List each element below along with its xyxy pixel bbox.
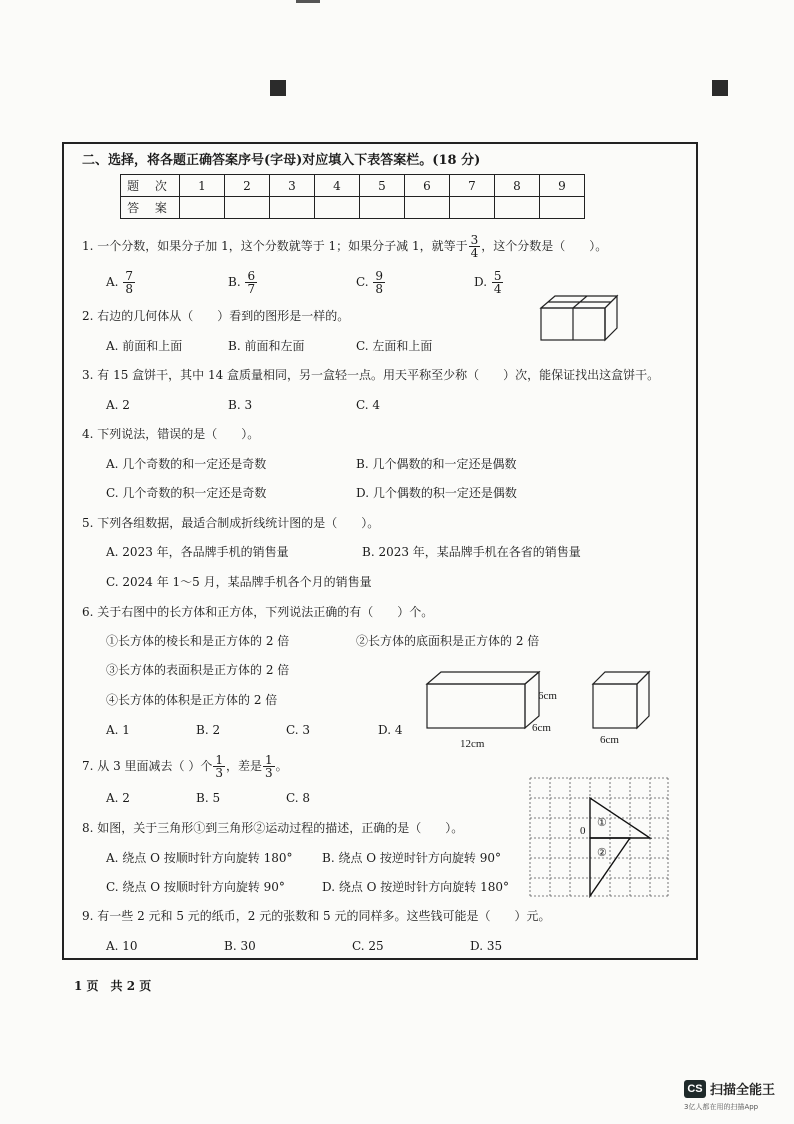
q6-option-b: B. 2 (196, 723, 221, 737)
q4-option-b: B. 几个偶数的和一定还是偶数 (356, 457, 517, 471)
cube-edge-label: 6cm (600, 734, 619, 746)
cuboid-height-label: 6cm (538, 690, 557, 702)
table-cell: 9 (540, 175, 585, 197)
scan-smudge (296, 0, 320, 3)
q8-option-a: A. 绕点 O 按顺时针方向旋转 180° (106, 851, 293, 865)
q8-grid-figure (528, 776, 670, 898)
q3-stem: 3. 有 15 盒饼干，其中 14 盒质量相同，另一盒轻一点。用天平称至少称（ ）次，能保证找出这盒饼干。 (82, 368, 660, 382)
answer-table-row-numbers (121, 175, 585, 197)
q3-option-c: C. 4 (356, 398, 381, 412)
section-title: 二、选择，将各题正确答案序号(字母)对应填入下表答案栏。(18 分) (82, 153, 481, 168)
q2-solid-figure (538, 292, 620, 346)
q9-option-b: B. 30 (224, 939, 256, 953)
q7-stem: 7. 从 3 里面减去（ ）个 $\frac{1}{3}$ ，差是 $\frac{1}{3}$ 。 (82, 753, 288, 780)
table-header: 题 次 (121, 175, 180, 197)
camscanner-logo-icon: CS (684, 1080, 706, 1098)
q1-stem-text: 1. 一个分数，如果分子加 1，这个分数就等于 1；如果分子减 1，就等于 (82, 239, 468, 253)
answer-table (120, 174, 585, 219)
q5-option-c: C. 2024 年 1～5 月，某品牌手机各个月的销售量 (106, 575, 372, 589)
table-cell: 4 (315, 175, 360, 197)
rotation-point-label: 0 (580, 825, 586, 837)
q7-option-a: A. 2 (106, 791, 130, 805)
q6-statement-2: ②长方体的底面积是正方体的 2 倍 (356, 634, 540, 648)
q2-option-a: A. 前面和上面 (106, 339, 183, 353)
q2-option-c: C. 左面和上面 (356, 339, 433, 353)
fraction: $\frac{7}{8}$ (125, 269, 133, 296)
fraction: $\frac{5}{4}$ (493, 269, 502, 296)
q6-cuboid-figure (424, 668, 544, 732)
fraction: $\frac{6}{7}$ (247, 269, 256, 296)
q1-option-d: D. $\frac{5}{4}$ (474, 269, 502, 296)
answer-cell[interactable] (315, 197, 360, 219)
q3-option-b: B. 3 (228, 398, 253, 412)
q9-stem: 9. 有一些 2 元和 5 元的纸币，2 元的张数和 5 元的同样多。这些钱可能是（ ）元。 (82, 909, 551, 923)
watermark-subtitle: 3亿人都在用的扫描App (684, 1103, 759, 1111)
triangle-2-label: ② (597, 847, 607, 859)
q9-option-d: D. 35 (470, 939, 503, 953)
answer-cell[interactable] (360, 197, 405, 219)
q6-stem: 6. 关于右图中的长方体和正方体，下列说法正确的有（ ）个。 (82, 605, 434, 619)
answer-cell[interactable] (495, 197, 540, 219)
table-cell: 2 (225, 175, 270, 197)
table-cell: 6 (405, 175, 450, 197)
q4-option-a: A. 几个奇数的和一定还是奇数 (106, 457, 267, 471)
triangle-1-label: ① (597, 817, 607, 829)
fraction: $\frac{1}{3}$ (265, 753, 273, 780)
q8-stem: 8. 如图，关于三角形①到三角形②运动过程的描述，正确的是（ ）。 (82, 821, 464, 835)
q4-option-d: D. 几个偶数的积一定还是偶数 (356, 486, 517, 500)
q3-option-a: A. 2 (106, 398, 130, 412)
page-footer: 1 页 共 2 页 (74, 979, 152, 993)
q6-statement-1: ①长方体的棱长和是正方体的 2 倍 (106, 634, 290, 648)
table-cell: 8 (495, 175, 540, 197)
q8-option-d: D. 绕点 O 按逆时针方向旋转 180° (322, 880, 510, 894)
q6-statement-3: ③长方体的表面积是正方体的 2 倍 (106, 663, 290, 677)
registration-mark (712, 80, 728, 96)
table-cell: 1 (180, 175, 225, 197)
fraction: $\frac{3}{4}$ (470, 233, 479, 260)
answer-cell[interactable] (270, 197, 315, 219)
q8-option-c: C. 绕点 O 按顺时针方向旋转 90° (106, 880, 285, 894)
q6-cube-figure (590, 668, 652, 732)
q1-stem-text: ，这个分数是（ ）。 (481, 239, 608, 253)
q6-statement-4: ④长方体的体积是正方体的 2 倍 (106, 693, 278, 707)
q5-option-a: A. 2023 年，各品牌手机的销售量 (106, 545, 289, 559)
table-cell: 7 (450, 175, 495, 197)
q7-option-c: C. 8 (286, 791, 311, 805)
q4-stem: 4. 下列说法，错误的是（ ）。 (82, 427, 260, 441)
cuboid-width-label: 6cm (532, 722, 551, 734)
q9-option-c: C. 25 (352, 939, 384, 953)
q4-option-c: C. 几个奇数的积一定还是奇数 (106, 486, 267, 500)
table-header: 答 案 (121, 197, 180, 219)
q7-option-b: B. 5 (196, 791, 221, 805)
q2-stem: 2. 右边的几何体从（ ）看到的图形是一样的。 (82, 309, 350, 323)
q1-option-b: B. $\frac{6}{7}$ (228, 269, 256, 296)
answer-table-row-answers (121, 197, 585, 219)
q9-option-a: A. 10 (106, 939, 138, 953)
cuboid-length-label: 12cm (460, 738, 485, 750)
answer-cell[interactable] (450, 197, 495, 219)
q1-option-c: C. $\frac{9}{8}$ (356, 269, 384, 296)
table-cell: 3 (270, 175, 315, 197)
q6-option-c: C. 3 (286, 723, 311, 737)
q2-option-b: B. 前面和左面 (228, 339, 305, 353)
answer-cell[interactable] (225, 197, 270, 219)
q6-option-d: D. 4 (378, 723, 403, 737)
q6-option-a: A. 1 (106, 723, 130, 737)
watermark-title: 扫描全能王 (710, 1083, 776, 1098)
q5-option-b: B. 2023 年，某品牌手机在各省的销售量 (362, 545, 581, 559)
answer-cell[interactable] (540, 197, 585, 219)
fraction: $\frac{1}{3}$ (215, 753, 223, 780)
answer-cell[interactable] (405, 197, 450, 219)
q1-option-a: A. $\frac{7}{8}$ (106, 269, 133, 296)
q5-stem: 5. 下列各组数据，最适合制成折线统计图的是（ ）。 (82, 516, 380, 530)
q8-option-b: B. 绕点 O 按逆时针方向旋转 90° (322, 851, 501, 865)
fraction: $\frac{9}{8}$ (375, 269, 384, 296)
registration-mark (270, 80, 286, 96)
table-cell: 5 (360, 175, 405, 197)
answer-cell[interactable] (180, 197, 225, 219)
q1-stem (82, 234, 607, 259)
